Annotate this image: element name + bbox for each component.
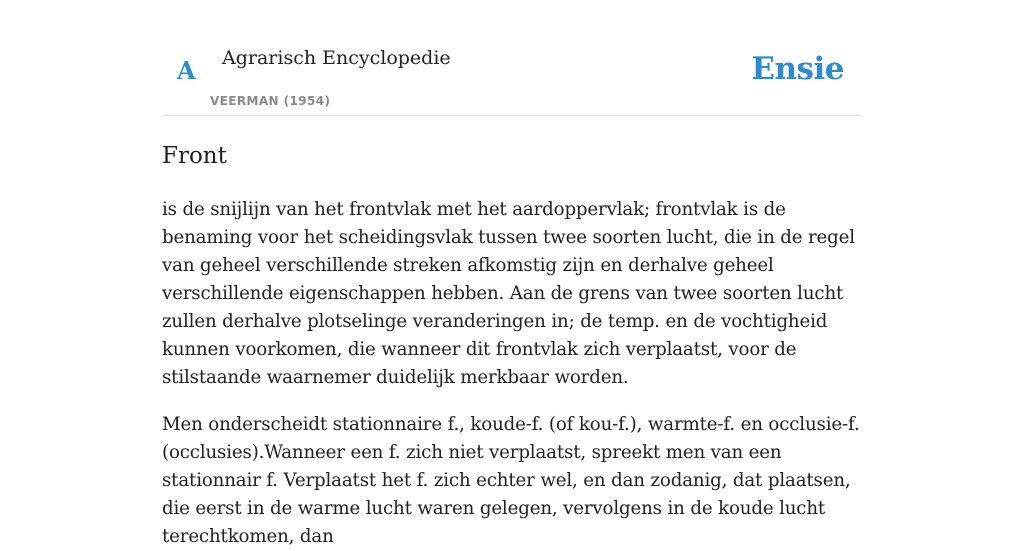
entry-paragraph: Men onderscheidt stationnaire f., koude-f. (of kou-f.), warmte-f. en occlusie-f. (occlusies).Wanneer een f. zich niet verplaatst, spreekt men van een stationnair f. Verplaatst het f. zich echter wel, en dan zodanig, dat plaatsen, die eerst in de warme lucht waren gelegen, vervolgens in de koude lucht terechtkomen, dan bbox=[162, 414, 860, 547]
source-author: VEERMAN (1954) bbox=[210, 94, 331, 108]
brand-logo[interactable]: Ensie bbox=[751, 51, 844, 87]
entry-paragraph: is de snijlijn van het frontvlak met het aardoppervlak; frontvlak is de benaming voor het scheidingsvlak tussen twee soorten lucht, die in de regel van geheel verschillende streken afkomstig zijn en derhalve geheel verschillende eigenschappen hebben. Aan de grens van twee soorten lucht zullen derhalve plotselinge veranderingen in; de temp. en de vochtigheid kunnen voorkomen, die wanneer dit frontvlak zich verplaatst, voor de stilstaande waarnemer duidelijk merkbaar worden. bbox=[162, 199, 855, 388]
source-title[interactable]: Agrarisch Encyclopedie bbox=[222, 47, 451, 69]
source-logo-letter[interactable]: A bbox=[177, 56, 196, 85]
entry-title: Front bbox=[162, 143, 227, 169]
header bbox=[162, 0, 862, 116]
article-container bbox=[162, 0, 862, 551]
